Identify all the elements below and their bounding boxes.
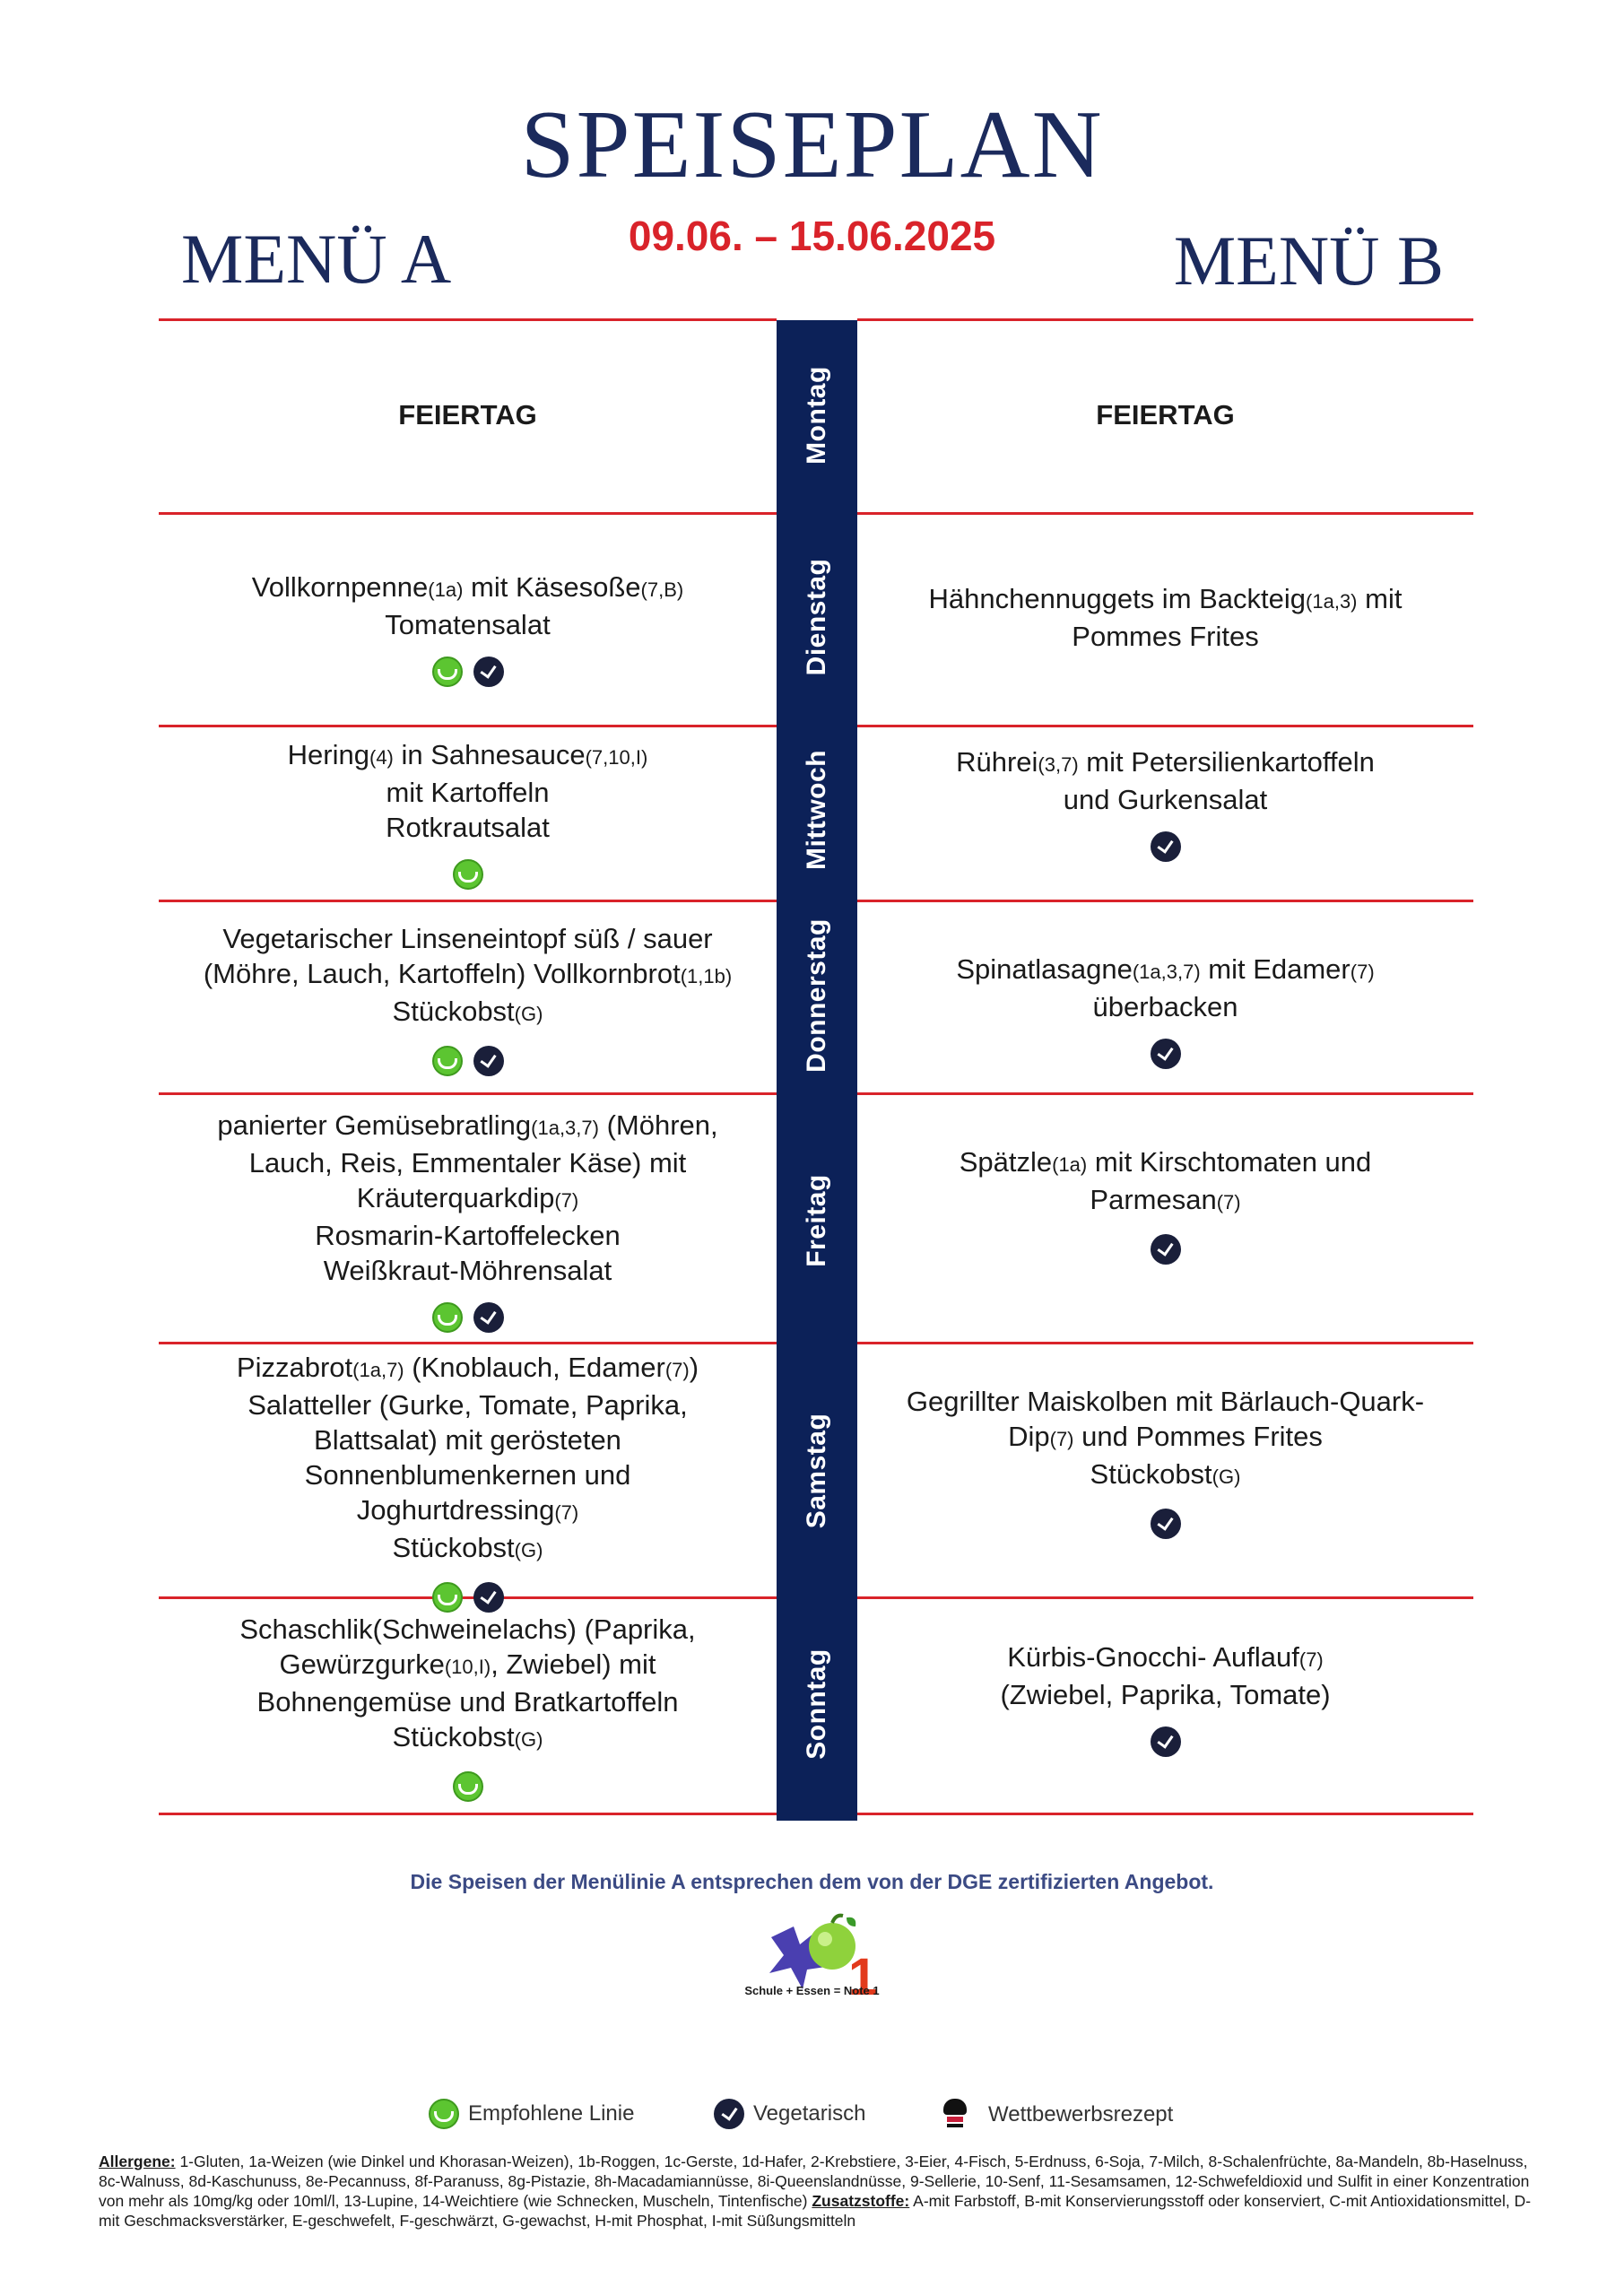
legend-item-vegetarisch — [714, 2099, 865, 2129]
dish-text: Tomatensalat — [385, 609, 551, 640]
dish-icons — [168, 1046, 768, 1076]
vegetarian-icon — [473, 1046, 504, 1076]
dish-line — [168, 1530, 768, 1568]
additives-text: A-mit Farbstoff, B-mit Konservierungsstoff oder konserviert, C-mit Antioxidationsmittel, D-mit Geschmacksverstärker, E-geschwefelt, F-geschwärzt, G-gewachst, H-mit Phosphat, I-mit Süßungsmitteln — [99, 2192, 1532, 2230]
dish-text: Spinatlasagne — [956, 953, 1133, 985]
dish-line — [866, 1419, 1464, 1457]
dish-text: Weißkraut-Möhrensalat — [323, 1255, 612, 1286]
dish-text: Vegetarischer Linseneintopf süß / sauer — [222, 923, 713, 954]
allergen-code: (G) — [514, 1003, 543, 1025]
menu-a-montag — [168, 397, 768, 432]
dish-text: Blattsalat) mit gerösteten — [314, 1424, 621, 1456]
dish-icons — [168, 1302, 768, 1333]
allergen-code: (7) — [554, 1501, 579, 1524]
dish-line — [866, 952, 1464, 989]
dish-text: Stückobst — [1090, 1458, 1212, 1490]
dish-icons — [168, 1771, 768, 1802]
menu-b-heading: MENÜ B — [1173, 222, 1444, 300]
vegetarian-icon — [473, 1582, 504, 1613]
day-label-montag: Montag — [802, 366, 831, 465]
logo-note-number: 1 — [848, 1948, 878, 2005]
allergen-code: (7) — [1298, 1648, 1324, 1671]
dish-text: und Gurkensalat — [1063, 784, 1268, 815]
dish-line — [168, 1457, 768, 1492]
dish-text: Schaschlik(Schweinelachs) (Paprika, — [239, 1613, 696, 1645]
allergen-info — [99, 2152, 1532, 2231]
allergens-label: Allergene: — [99, 2152, 176, 2170]
dish-text: Hähnchennuggets im Backteig — [928, 583, 1307, 614]
allergen-code: (7,B) — [640, 578, 684, 601]
dish-text: mit Kartoffeln — [386, 777, 550, 808]
dish-line — [168, 921, 768, 956]
allergen-code: (1,1b) — [680, 965, 733, 987]
dish-text: und Pommes Frites — [1073, 1421, 1323, 1452]
dish-line — [168, 1422, 768, 1457]
dish-text: in Sahnesauce — [393, 739, 586, 770]
dish-line — [866, 782, 1464, 817]
menu-b-dienstag — [866, 581, 1464, 654]
smiley-icon — [429, 2099, 459, 2129]
row-divider — [159, 1092, 777, 1095]
dish-line — [168, 1180, 768, 1218]
allergen-code: (7) — [1216, 1191, 1241, 1213]
additives-label: Zusatzstoffe: — [812, 2192, 910, 2210]
legend-item-wettbewerb — [943, 2099, 1173, 2131]
allergen-code: (1a,3) — [1306, 590, 1358, 613]
menu-a-donnerstag — [168, 921, 768, 1076]
allergen-code: (4) — [369, 746, 394, 769]
dish-line — [866, 1677, 1464, 1712]
allergen-code: (1a) — [428, 578, 464, 601]
logo-caption: Schule + Essen = Note 1 — [744, 1984, 880, 1997]
menu-a-heading: MENÜ A — [181, 220, 452, 298]
vegetarian-icon — [473, 657, 504, 687]
dish-line — [168, 1350, 768, 1387]
dish-line — [168, 1218, 768, 1253]
dge-note: Die Speisen der Menülinie A entsprechen dem von der DGE zertifizierten Angebot. — [410, 1870, 1214, 1893]
day-label-sonntag: Sonntag — [802, 1648, 831, 1760]
dish-line — [866, 619, 1464, 654]
dish-line — [866, 744, 1464, 782]
menu-b-sonntag — [866, 1639, 1464, 1757]
dish-line — [866, 1384, 1464, 1419]
dish-text: (Zwiebel, Paprika, Tomate) — [1000, 1679, 1331, 1710]
dish-text: (Knoblauch, Edamer — [404, 1352, 665, 1383]
dish-line — [168, 994, 768, 1031]
dish-line — [866, 1182, 1464, 1220]
legend-label: Vegetarisch — [753, 2101, 866, 2126]
dish-text: Kürbis-Gnocchi- Auflauf — [1007, 1641, 1299, 1673]
allergen-code: (7) — [1350, 961, 1375, 983]
dish-text: , Zwiebel) mit — [491, 1648, 656, 1680]
dish-line — [866, 1144, 1464, 1182]
smiley-icon — [453, 859, 483, 890]
legend-label: Empfohlene Linie — [468, 2101, 635, 2126]
allergen-code: (3,7) — [1038, 753, 1079, 776]
dish-text: überbacken — [1092, 991, 1238, 1022]
dish-text: Spätzle — [959, 1146, 1053, 1178]
menu-b-samstag — [866, 1384, 1464, 1539]
dish-icons — [866, 1726, 1464, 1757]
dish-text: FEIERTAG — [398, 399, 537, 430]
dish-line — [168, 607, 768, 642]
smiley-icon — [453, 1771, 483, 1802]
dish-line — [866, 1639, 1464, 1677]
date-range: 09.06. – 15.06.2025 — [628, 213, 996, 259]
dish-text: Pizzabrot — [236, 1352, 353, 1383]
allergen-code: (1a) — [1052, 1153, 1088, 1176]
allergen-code: (1a,3,7) — [531, 1117, 599, 1139]
dish-icons — [866, 1509, 1464, 1539]
row-divider — [159, 1813, 777, 1815]
dish-line — [168, 775, 768, 810]
page-title: SPEISEPLAN — [520, 91, 1104, 198]
vegetarian-icon — [1151, 1234, 1181, 1265]
menu-b-montag — [866, 397, 1464, 432]
dish-text: Gegrillter Maiskolben mit Bärlauch-Quark- — [906, 1386, 1425, 1417]
row-divider — [159, 900, 777, 902]
row-divider — [857, 318, 1473, 321]
dish-line — [866, 397, 1464, 432]
dish-text: Vollkornpenne — [251, 571, 429, 603]
dish-icons — [866, 831, 1464, 862]
menu-a-dienstag — [168, 570, 768, 687]
vegetarian-icon — [1151, 1726, 1181, 1757]
row-divider — [857, 1342, 1473, 1344]
day-label-donnerstag: Donnerstag — [802, 918, 831, 1073]
row-divider — [159, 512, 777, 515]
dish-icons — [168, 859, 768, 890]
dish-icons — [168, 1582, 768, 1613]
dish-text: Rührei — [956, 746, 1038, 778]
dish-line — [168, 397, 768, 432]
dish-text: Stückobst — [392, 996, 515, 1027]
day-label-freitag: Freitag — [802, 1174, 831, 1267]
row-divider — [159, 318, 777, 321]
dish-line — [866, 581, 1464, 619]
row-divider — [857, 725, 1473, 727]
allergen-code: (1a,7) — [352, 1359, 404, 1381]
menu-a-samstag — [168, 1350, 768, 1613]
dish-line — [168, 1647, 768, 1684]
legend-label: Wettbewerbsrezept — [988, 2102, 1174, 2126]
row-divider — [159, 1342, 777, 1344]
row-divider — [857, 1596, 1473, 1599]
smiley-icon — [432, 1046, 463, 1076]
dish-line — [168, 1108, 768, 1145]
dish-icons — [866, 1234, 1464, 1265]
dish-text: FEIERTAG — [1096, 399, 1235, 430]
allergen-code: (1a,3,7) — [1132, 961, 1201, 983]
dish-line — [168, 1145, 768, 1180]
dish-line — [168, 737, 768, 775]
chef-hat-icon — [943, 2099, 967, 2131]
allergen-code: (7,10,I) — [585, 746, 648, 769]
dish-text: Joghurtdressing — [356, 1494, 555, 1526]
dish-text: mit Petersilienkartoffeln — [1078, 746, 1375, 778]
menu-b-mittwoch — [866, 744, 1464, 862]
dish-text: mit Käsesoße — [463, 571, 641, 603]
vegetarian-icon — [1151, 831, 1181, 862]
dish-icons — [866, 1039, 1464, 1069]
day-label-mittwoch: Mittwoch — [802, 750, 831, 870]
dish-line — [168, 1387, 768, 1422]
vegetarian-icon — [1151, 1039, 1181, 1069]
dish-text: Bohnengemüse und Bratkartoffeln — [256, 1686, 679, 1718]
dish-text: mit — [1357, 583, 1403, 614]
smiley-icon — [432, 1582, 463, 1613]
day-label-samstag: Samstag — [802, 1413, 831, 1529]
dish-icons — [168, 657, 768, 687]
menu-a-freitag — [168, 1108, 768, 1333]
menu-b-donnerstag — [866, 952, 1464, 1069]
dish-line — [866, 1457, 1464, 1494]
allergen-code: (7) — [554, 1189, 579, 1212]
dish-text: mit Kirschtomaten und — [1087, 1146, 1372, 1178]
dish-line — [168, 1612, 768, 1647]
dish-text: Lauch, Reis, Emmentaler Käse) mit — [248, 1147, 687, 1178]
dish-text: Salatteller (Gurke, Tomate, Paprika, — [248, 1389, 688, 1421]
vegetarian-icon — [714, 2099, 744, 2129]
menu-a-sonntag — [168, 1612, 768, 1802]
dish-text: Parmesan — [1090, 1184, 1217, 1215]
allergen-code: (7) — [1049, 1428, 1074, 1450]
allergen-code: (7) — [664, 1359, 690, 1381]
dish-text: ) — [689, 1352, 699, 1383]
dish-text: Pommes Frites — [1072, 621, 1259, 652]
allergen-code: (10,I) — [444, 1656, 491, 1678]
day-label-dienstag: Dienstag — [802, 558, 831, 676]
allergen-code: (G) — [1211, 1465, 1241, 1488]
menu-a-mittwoch — [168, 737, 768, 890]
dish-text: Rosmarin-Kartoffelecken — [315, 1220, 621, 1251]
dish-text: Sonnenblumenkernen und — [304, 1459, 631, 1491]
dish-text: Dip — [1008, 1421, 1050, 1452]
dish-text: (Möhren, — [598, 1109, 718, 1141]
dish-line — [866, 989, 1464, 1024]
dish-text: Rotkrautsalat — [386, 812, 550, 843]
smiley-icon — [432, 1302, 463, 1333]
row-divider — [857, 1813, 1473, 1815]
row-divider — [159, 725, 777, 727]
dish-line — [168, 1719, 768, 1757]
vegetarian-icon — [1151, 1509, 1181, 1539]
row-divider — [857, 1092, 1473, 1095]
dish-text: Stückobst — [392, 1532, 515, 1563]
vegetarian-icon — [473, 1302, 504, 1333]
dish-line — [168, 956, 768, 994]
dish-text: panierter Gemüsebratling — [217, 1109, 532, 1141]
legend-item-empfohlen — [429, 2099, 634, 2129]
dish-text: Stückobst — [392, 1721, 515, 1752]
dish-text: Hering — [287, 739, 369, 770]
dish-text: Gewürzgurke — [279, 1648, 445, 1680]
row-divider — [857, 512, 1473, 515]
menu-b-freitag — [866, 1144, 1464, 1265]
allergen-code: (G) — [514, 1728, 543, 1751]
row-divider — [857, 900, 1473, 902]
dish-text: (Möhre, Lauch, Kartoffeln) Vollkornbrot — [203, 958, 681, 989]
dish-line — [168, 1492, 768, 1530]
allergens-text: 1-Gluten, 1a-Weizen (wie Dinkel und Khorasan-Weizen), 1b-Roggen, 1c-Gerste, 1d-Hafer, 2-Krebstiere, 3-Eier, 4-Fisch, 5-Erdnuss, 6-Soja, 7-Milch, 8-Schalenfrüchte, 8a-Mandeln, 8b-Haselnuss, 8c-Walnuss, 8d-Kaschunuss, 8e-Pecannuss, 8f-Paranuss, 8g-Pistazie, 8h-Macadamiannüsse, 8i-Queenslandnüsse, 9-Sellerie, 10-Senf, 11-Sesamsamen, 12-Schwefeldioxid und Sulfit in einer Konzentration von mehr als 10mg/kg oder 10ml/l, 13-Lupine, 14-Weichtiere (wie Schnecken, Muscheln, Tintenfische) — [99, 2152, 1530, 2210]
dish-line — [168, 570, 768, 607]
dish-line — [168, 1253, 768, 1288]
smiley-icon — [432, 657, 463, 687]
dish-text: mit Edamer — [1200, 953, 1350, 985]
dish-line — [168, 810, 768, 845]
allergen-code: (G) — [514, 1539, 543, 1561]
dish-text: Kräuterquarkdip — [356, 1182, 555, 1213]
dish-line — [168, 1684, 768, 1719]
